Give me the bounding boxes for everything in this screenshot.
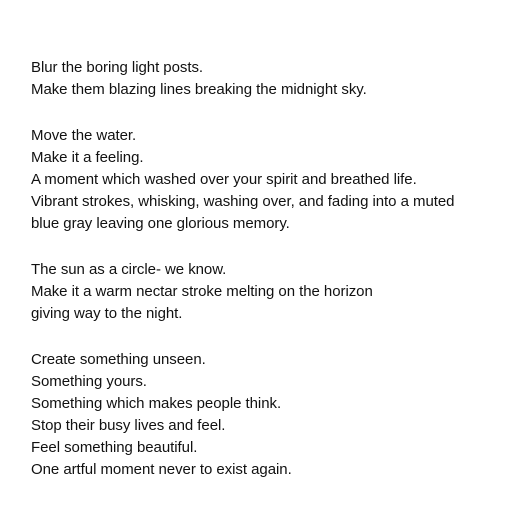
poem-line: giving way to the night. [31, 305, 183, 322]
poem-line: Create something unseen. [31, 351, 206, 368]
poem-line: Something yours. [31, 373, 147, 390]
stanza-2 [31, 125, 526, 235]
poem-line: Stop their busy lives and feel. [31, 417, 226, 434]
poem-line: One artful moment never to exist again. [31, 461, 292, 478]
poem-line: Vibrant strokes, whisking, washing over, and fading into a muted [31, 193, 455, 210]
poem-line: blue gray leaving one glorious memory. [31, 215, 290, 232]
poem-line: Feel something beautiful. [31, 439, 198, 456]
poem-line: A moment which washed over your spirit and breathed life. [31, 171, 417, 188]
stanza-4 [31, 349, 526, 481]
poem-line: Make it a feeling. [31, 149, 144, 166]
poem-line: Make it a warm nectar stroke melting on the horizon [31, 283, 373, 300]
poem-line: Blur the boring light posts. [31, 59, 204, 76]
poem-line: Something which makes people think. [31, 395, 282, 412]
poem-line: Move the water. [31, 127, 137, 144]
stanza-3 [31, 259, 526, 325]
poem-line: The sun as a circle- we know. [31, 261, 227, 278]
poem-text [31, 57, 526, 505]
stanza-1 [31, 57, 526, 101]
poem-line: Make them blazing lines breaking the midnight sky. [31, 81, 367, 98]
